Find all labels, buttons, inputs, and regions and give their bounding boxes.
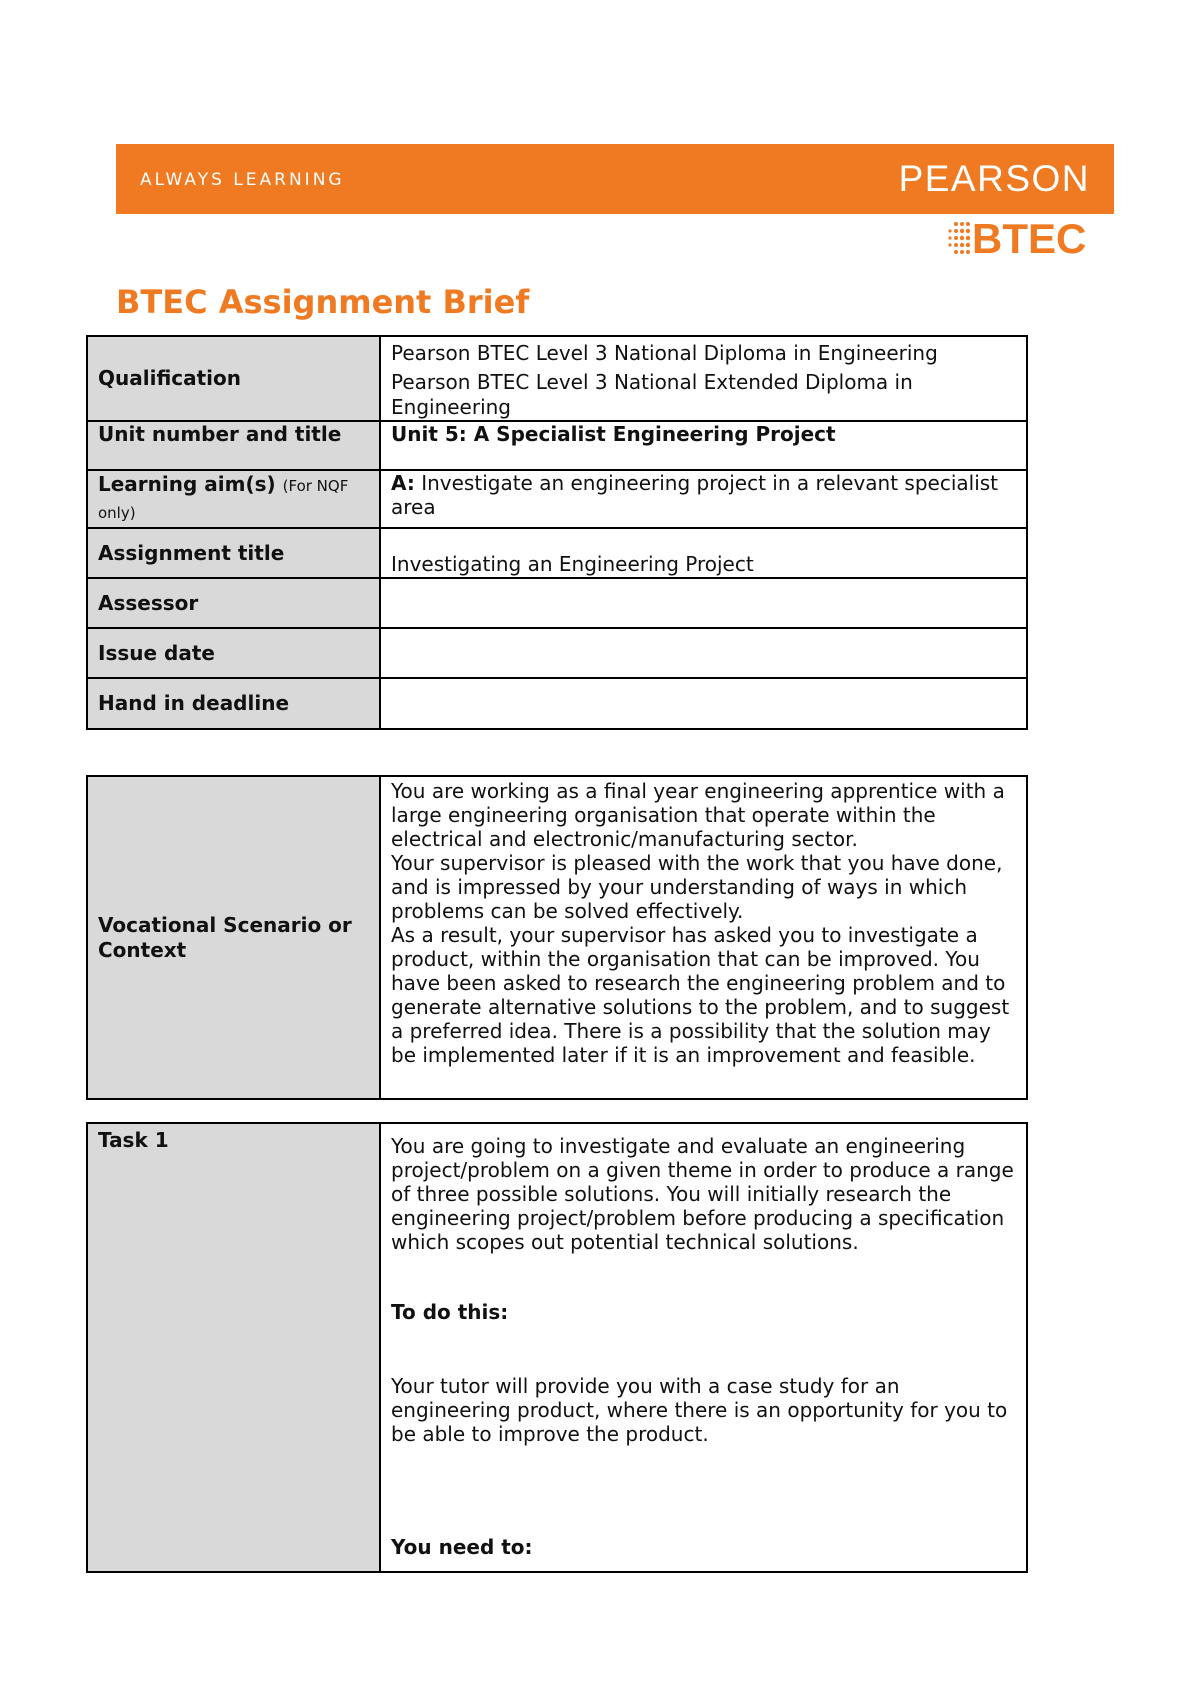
btec-dots-icon <box>946 216 974 262</box>
task-intro: You are going to investigate and evaluate an engineering project/problem on a given theme in order to produce a range of three possible solutions. You will initially research the engineering project/problem before producing a specification which scopes out potential technical solutions. <box>391 1134 1014 1254</box>
page-title: BTEC Assignment Brief <box>116 283 530 321</box>
qualification-line-2: Pearson BTEC Level 3 National Extended Diploma in Engineering <box>391 370 913 419</box>
table-row-assessor <box>87 578 1027 628</box>
task-value <box>380 1123 1027 1572</box>
assessor-label: Assessor <box>87 578 380 628</box>
qualification-line-1: Pearson BTEC Level 3 National Diploma in Engineering <box>391 341 938 365</box>
unit-label: Unit number and title <box>87 421 380 470</box>
assignment-title-label: Assignment title <box>87 528 380 578</box>
task-label: Task 1 <box>87 1123 380 1572</box>
table-row-issue-date <box>87 628 1027 678</box>
issue-date-label: Issue date <box>87 628 380 678</box>
assignment-info-table <box>86 335 1028 730</box>
assignment-title-value: Investigating an Engineering Project <box>380 528 1027 578</box>
scenario-paragraph-1: You are working as a final year engineering apprentice with a large engineering organisation that operate within the electrical and electronic/manufacturing sector. <box>391 779 1005 851</box>
task-todo-heading: To do this: <box>391 1300 509 1324</box>
learning-aim-label <box>87 470 380 528</box>
header-banner <box>116 144 1114 214</box>
table-row-unit <box>87 421 1027 470</box>
scenario-table <box>86 775 1028 1100</box>
scenario-label: Vocational Scenario or Context <box>87 776 380 1099</box>
deadline-value <box>380 678 1027 729</box>
learning-aim-note: (For NQF only) <box>98 477 349 522</box>
qualification-value <box>380 336 1027 421</box>
task-case-study: Your tutor will provide you with a case study for an engineering product, where there is an opportunity for you to be able to improve the product. <box>391 1374 1008 1446</box>
tagline: ALWAYS LEARNING <box>140 170 345 190</box>
scenario-paragraph-3: As a result, your supervisor has asked you to investigate a product, within the organisation that can be improved. You have been asked to research the engineering problem and to generate alternative solutions to the problem, and to suggest a preferred idea. There is a possibility that the solution may be implemented later if it is an improvement and feasible. <box>391 923 1010 1067</box>
table-row-deadline <box>87 678 1027 729</box>
learning-aim-text: Investigate an engineering project in a relevant specialist area <box>391 471 999 519</box>
deadline-label: Hand in deadline <box>87 678 380 729</box>
task-table <box>86 1122 1028 1573</box>
qualification-label: Qualification <box>87 336 380 421</box>
learning-aim-prefix: A: <box>391 471 415 495</box>
issue-date-value <box>380 628 1027 678</box>
learning-aim-title: Learning aim(s) <box>98 472 276 496</box>
table-row-assignment-title <box>87 528 1027 578</box>
assessor-value <box>380 578 1027 628</box>
unit-value: Unit 5: A Specialist Engineering Project <box>380 421 1027 470</box>
table-row-qualification <box>87 336 1027 421</box>
task-need-heading: You need to: <box>391 1535 533 1559</box>
pearson-brand: PEARSON <box>898 158 1090 199</box>
scenario-paragraph-2: Your supervisor is pleased with the work that you have done, and is impressed by your understanding of ways in which problems can be solved effectively. <box>391 851 1003 923</box>
scenario-value <box>380 776 1027 1099</box>
table-row-task-1 <box>87 1123 1027 1572</box>
learning-aim-value <box>380 470 1027 528</box>
table-row-learning-aim <box>87 470 1027 528</box>
table-row-scenario <box>87 776 1027 1099</box>
btec-logo-text: BTEC <box>972 215 1087 262</box>
btec-logo <box>946 216 1096 262</box>
